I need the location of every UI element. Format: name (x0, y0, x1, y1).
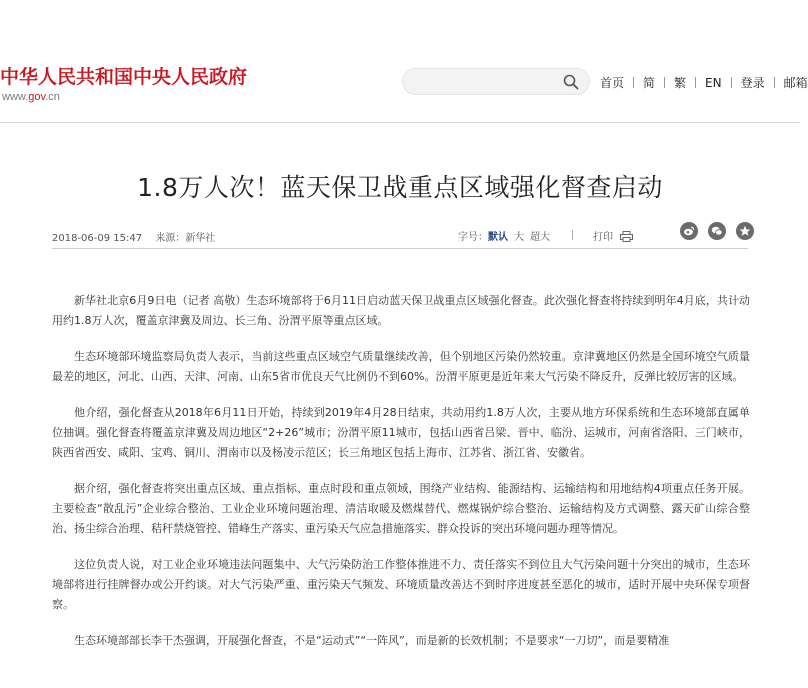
font-size-label: 字号： (458, 232, 488, 243)
weibo-icon[interactable] (680, 222, 698, 240)
nav-login[interactable]: 登录 (740, 76, 765, 90)
article-paragraph: 他介绍，强化督查从2018年6月11日开始，持续到2019年4月28日结束，共动用约1.8万人次，主要从地方环保系统和生态环境部直属单位抽调。强化督查将覆盖京津冀及周边地区“2+26”城市；汾渭平原11城市，包括山西省吕梁、晋中、临汾、运城市，河南省洛阳、三门峡市，陕西省西安、咸阳、宝鸡、铜川、渭南市以及杨凌示范区；长三角地区包括上海市、江苏省、浙江省、安徽省。 (52, 406, 750, 459)
article-paragraph: 生态环境部环境监察局负责人表示，当前这些重点区域空气质量继续改善，但个别地区污染仍然较重。京津冀地区仍然是全国环境空气质量最差的地区，河北、山西、天津、河南、山东5省市优良天气比例仍不到60%。汾渭平原更是近年来大气污染不降反升，反弹比较厉害的区域。 (52, 350, 750, 383)
font-size-selector (458, 228, 550, 243)
nav-separator (664, 77, 665, 88)
url-suffix: .cn (45, 91, 60, 103)
nav-separator (633, 77, 634, 88)
print-button[interactable] (593, 228, 633, 243)
font-size-xlarge[interactable]: 超大 (530, 232, 550, 243)
nav-separator (731, 77, 732, 88)
article-paragraph: 据介绍，强化督查将突出重点区域、重点指标、重点时段和重点领域，围绕产业结构、能源结构、运输结构和用地结构4项重点任务开展。主要检查“散乱污”企业综合整治、工业企业环境问题治理、清洁取暖及燃煤替代、燃煤锅炉综合整治、运输结构及方式调整、露天矿山综合整治、扬尘综合治理、秸秆禁烧管控、错峰生产落实、重污染天气应急措施落实、群众投诉的突出环境问题办理等情况。 (52, 482, 750, 535)
site-url (2, 91, 60, 103)
publish-date: 2018-06-09 15:47 (52, 233, 143, 244)
site-header (0, 0, 808, 123)
nav-separator (695, 77, 696, 88)
source-name: 新华社 (185, 233, 216, 244)
nav-mailbox[interactable]: 邮箱 (783, 76, 808, 90)
font-size-default[interactable]: 默认 (488, 232, 508, 243)
article-title: 1.8万人次！蓝天保卫战重点区域强化督查启动 (137, 173, 663, 202)
top-nav (600, 74, 808, 91)
article-paragraph: 这位负责人说，对工业企业环境违法问题集中、大气污染防治工作整体推进不力、责任落实不到位且大气污染问题十分突出的城市，生态环境部将进行挂牌督办或公开约谈。对大气污染严重、重污染天气频发、环境质量改善达不到时序进度甚至恶化的城市，适时开展中央环保专项督察。 (52, 558, 750, 611)
printer-icon (620, 231, 633, 242)
share-bar (670, 222, 754, 240)
font-size-large[interactable]: 大 (514, 232, 524, 243)
wechat-icon[interactable] (708, 222, 726, 240)
url-prefix: www. (2, 91, 29, 103)
article-meta-bar (52, 222, 748, 249)
article-meta (52, 229, 215, 244)
article-body (52, 291, 750, 667)
search-input[interactable] (402, 68, 590, 95)
search-icon[interactable] (563, 74, 579, 90)
meta-divider (572, 230, 573, 240)
nav-home[interactable]: 首页 (600, 76, 625, 90)
site-logo-title[interactable]: 中华人民共和国中央人民政府 (0, 66, 248, 88)
print-label: 打印 (593, 232, 613, 243)
source-label: 来源： (155, 233, 186, 244)
url-brand: gov (28, 91, 46, 103)
nav-separator (774, 77, 775, 88)
article-paragraph: 生态环境部部长李干杰强调，开展强化督查，不是“运动式”“一阵风”，而是新的长效机制；不是要求“一刀切”，而是要精准 (74, 634, 670, 647)
article-paragraph: 新华社北京6月9日电（记者 高敬）生态环境部将于6月11日启动蓝天保卫战重点区域强化督查。此次强化督查将持续到明年4月底，共计动用约1.8万人次，覆盖京津冀及周边、长三角、汾渭平原等重点区域。 (52, 294, 750, 327)
nav-english[interactable]: EN (705, 76, 722, 90)
qzone-icon[interactable] (736, 222, 754, 240)
nav-simplified[interactable]: 简 (643, 76, 656, 90)
nav-traditional[interactable]: 繁 (674, 76, 687, 90)
